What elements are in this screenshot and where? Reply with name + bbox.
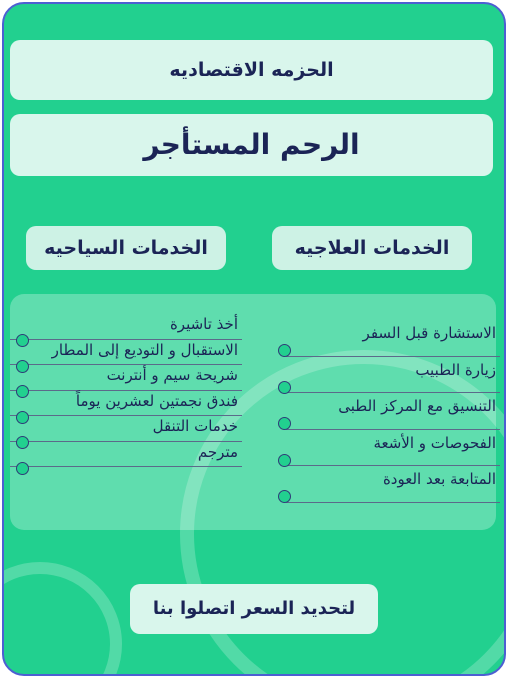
decorative-ring-small (2, 562, 122, 676)
medical-item-label: الفحوصات و الأشعة (373, 433, 496, 452)
medical-item-label: التنسيق مع المركز الطبى (338, 397, 496, 415)
list-item (10, 314, 242, 340)
medical-services-header: الخدمات العلاجيه (272, 226, 472, 270)
list-item (286, 357, 500, 394)
list-item (10, 442, 242, 468)
tourism-item-label: شريحة سيم و أنترنت (106, 366, 238, 384)
list-item (286, 466, 500, 503)
medical-item-label: زيارة الطبيب (415, 360, 496, 379)
tourism-item-label: مترجم (197, 442, 238, 461)
tourism-item-label: خدمات التنقل (152, 417, 238, 435)
bullet-circle-icon (278, 381, 291, 394)
list-item (286, 430, 500, 467)
tourism-services-list (10, 314, 242, 467)
bullet-circle-icon (278, 454, 291, 467)
tourism-item-label: الاستقبال و التوديع إلى المطار (51, 340, 238, 359)
medical-services-list (286, 320, 500, 503)
tourism-item-label: فندق نجمتين لعشرين يوماً (75, 391, 238, 410)
list-item (10, 416, 242, 442)
bullet-circle-icon (278, 417, 291, 430)
bullet-circle-icon (16, 462, 29, 475)
package-label: الحزمه الاقتصاديه (10, 40, 493, 100)
list-item (10, 391, 242, 417)
list-item (286, 393, 500, 430)
list-item (10, 340, 242, 366)
medical-item-label: الاستشارة قبل السفر (362, 324, 496, 342)
list-item (10, 365, 242, 391)
bullet-circle-icon (278, 344, 291, 357)
bullet-circle-icon (278, 490, 291, 503)
page-title: الرحم المستأجر (10, 114, 493, 176)
medical-item-label: المتابعة بعد العودة (382, 470, 496, 488)
list-item (286, 320, 500, 357)
tourism-services-header: الخدمات السياحيه (26, 226, 226, 270)
contact-us-button[interactable]: لتحديد السعر اتصلوا بنا (130, 584, 378, 634)
tourism-item-label: أخذ تاشيرة (169, 315, 238, 333)
